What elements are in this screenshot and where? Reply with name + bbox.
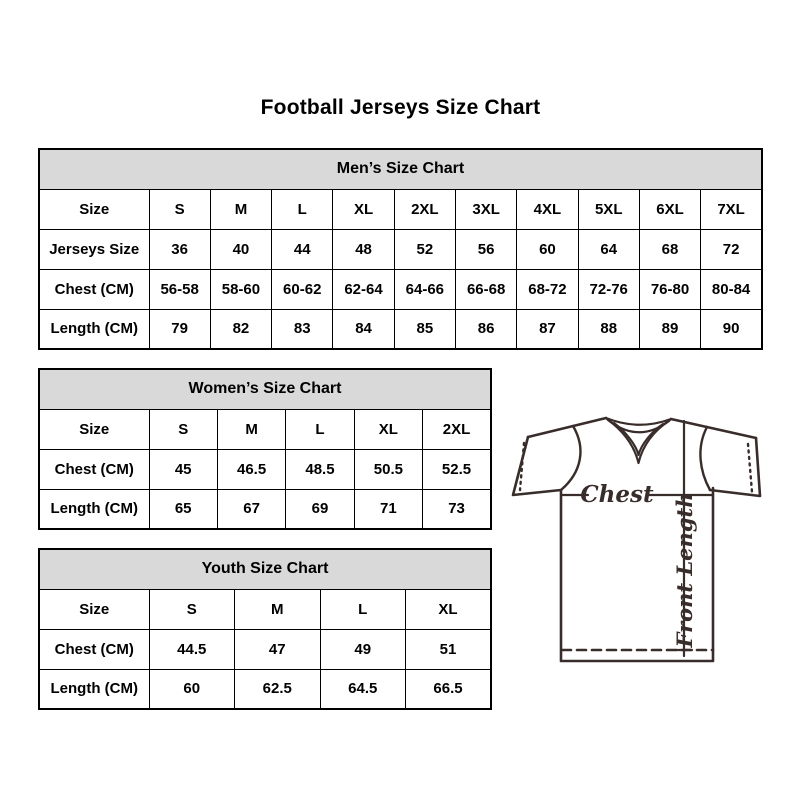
size-cell: 3XL [455, 189, 516, 229]
row-header: Size [39, 189, 149, 229]
size-cell: 62.5 [235, 669, 321, 709]
size-cell: 48.5 [286, 449, 354, 489]
size-cell: 6XL [639, 189, 700, 229]
jersey-armhole-right [700, 427, 710, 490]
size-cell: 52.5 [423, 449, 491, 489]
mens-size-chart-table [38, 148, 763, 350]
table-row [39, 589, 491, 629]
size-cell: 80-84 [701, 269, 762, 309]
row-header: Length (CM) [39, 669, 149, 709]
size-cell: 48 [333, 229, 394, 269]
size-cell: 83 [272, 309, 333, 349]
size-cell: 90 [701, 309, 762, 349]
size-cell: 64-66 [394, 269, 455, 309]
size-cell: 50.5 [354, 449, 422, 489]
size-cell: 72 [701, 229, 762, 269]
size-cell: 7XL [701, 189, 762, 229]
size-cell: S [149, 589, 235, 629]
youth-size-chart-table [38, 548, 492, 710]
chest-label: Chest [580, 481, 654, 508]
size-cell: 56-58 [149, 269, 210, 309]
size-cell: 52 [394, 229, 455, 269]
size-cell: 82 [210, 309, 271, 349]
table-row [39, 449, 491, 489]
size-cell: 40 [210, 229, 271, 269]
size-cell: 67 [217, 489, 285, 529]
size-cell: 60-62 [272, 269, 333, 309]
size-cell: 4XL [517, 189, 578, 229]
size-cell: 51 [406, 629, 492, 669]
size-cell: 76-80 [639, 269, 700, 309]
row-header: Size [39, 409, 149, 449]
size-cell: 2XL [423, 409, 491, 449]
size-cell: 44.5 [149, 629, 235, 669]
row-header: Chest (CM) [39, 449, 149, 489]
size-cell: 49 [320, 629, 406, 669]
size-cell: 86 [455, 309, 516, 349]
size-cell: M [217, 409, 285, 449]
size-cell: M [235, 589, 321, 629]
table-row [39, 409, 491, 449]
table-row [39, 229, 762, 269]
size-cell: 60 [517, 229, 578, 269]
size-cell: 68-72 [517, 269, 578, 309]
size-cell: S [149, 409, 217, 449]
size-cell: S [149, 189, 210, 229]
size-cell: 44 [272, 229, 333, 269]
size-cell: 66-68 [455, 269, 516, 309]
size-cell: 66.5 [406, 669, 492, 709]
size-cell: 58-60 [210, 269, 271, 309]
womens-size-chart-table [38, 368, 492, 530]
jersey-armhole-left [561, 426, 580, 490]
size-cell: 71 [354, 489, 422, 529]
size-cell: 73 [423, 489, 491, 529]
size-cell: 56 [455, 229, 516, 269]
size-cell: M [210, 189, 271, 229]
size-cell: 89 [639, 309, 700, 349]
page-title: Football Jerseys Size Chart [260, 96, 541, 119]
size-cell: L [286, 409, 354, 449]
row-header: Length (CM) [39, 309, 149, 349]
table-row [39, 489, 491, 529]
size-cell: 46.5 [217, 449, 285, 489]
size-cell: 79 [149, 309, 210, 349]
size-cell: XL [354, 409, 422, 449]
table-title: Men’s Size Chart [39, 149, 762, 189]
jersey-measurement-diagram [510, 400, 762, 688]
size-cell: 85 [394, 309, 455, 349]
table-row [39, 269, 762, 309]
jersey-sleeve-left [513, 437, 561, 495]
front-length-label: Front Length [672, 492, 697, 648]
size-cell: 2XL [394, 189, 455, 229]
size-cell: L [320, 589, 406, 629]
size-cell: 68 [639, 229, 700, 269]
table-row [39, 189, 762, 229]
size-cell: 69 [286, 489, 354, 529]
size-cell: 60 [149, 669, 235, 709]
row-header: Size [39, 589, 149, 629]
table-row [39, 629, 491, 669]
size-cell: 64.5 [320, 669, 406, 709]
size-cell: 65 [149, 489, 217, 529]
table-row [39, 669, 491, 709]
size-cell: 45 [149, 449, 217, 489]
size-cell: 72-76 [578, 269, 639, 309]
size-cell: 64 [578, 229, 639, 269]
row-header: Jerseys Size [39, 229, 149, 269]
size-cell: XL [406, 589, 492, 629]
size-cell: L [272, 189, 333, 229]
size-cell: 5XL [578, 189, 639, 229]
table-title: Women’s Size Chart [39, 369, 491, 409]
size-cell: 84 [333, 309, 394, 349]
size-cell: 36 [149, 229, 210, 269]
size-cell: 62-64 [333, 269, 394, 309]
table-title: Youth Size Chart [39, 549, 491, 589]
size-cell: 88 [578, 309, 639, 349]
jersey-icon [510, 400, 762, 688]
row-header: Length (CM) [39, 489, 149, 529]
size-cell: 87 [517, 309, 578, 349]
row-header: Chest (CM) [39, 629, 149, 669]
jersey-shoulder-left [528, 418, 606, 437]
size-cell: XL [333, 189, 394, 229]
cuff-stitch-right-icon [748, 444, 752, 492]
size-cell: 47 [235, 629, 321, 669]
table-row [39, 309, 762, 349]
jersey-sleeve-right [710, 438, 760, 496]
row-header: Chest (CM) [39, 269, 149, 309]
